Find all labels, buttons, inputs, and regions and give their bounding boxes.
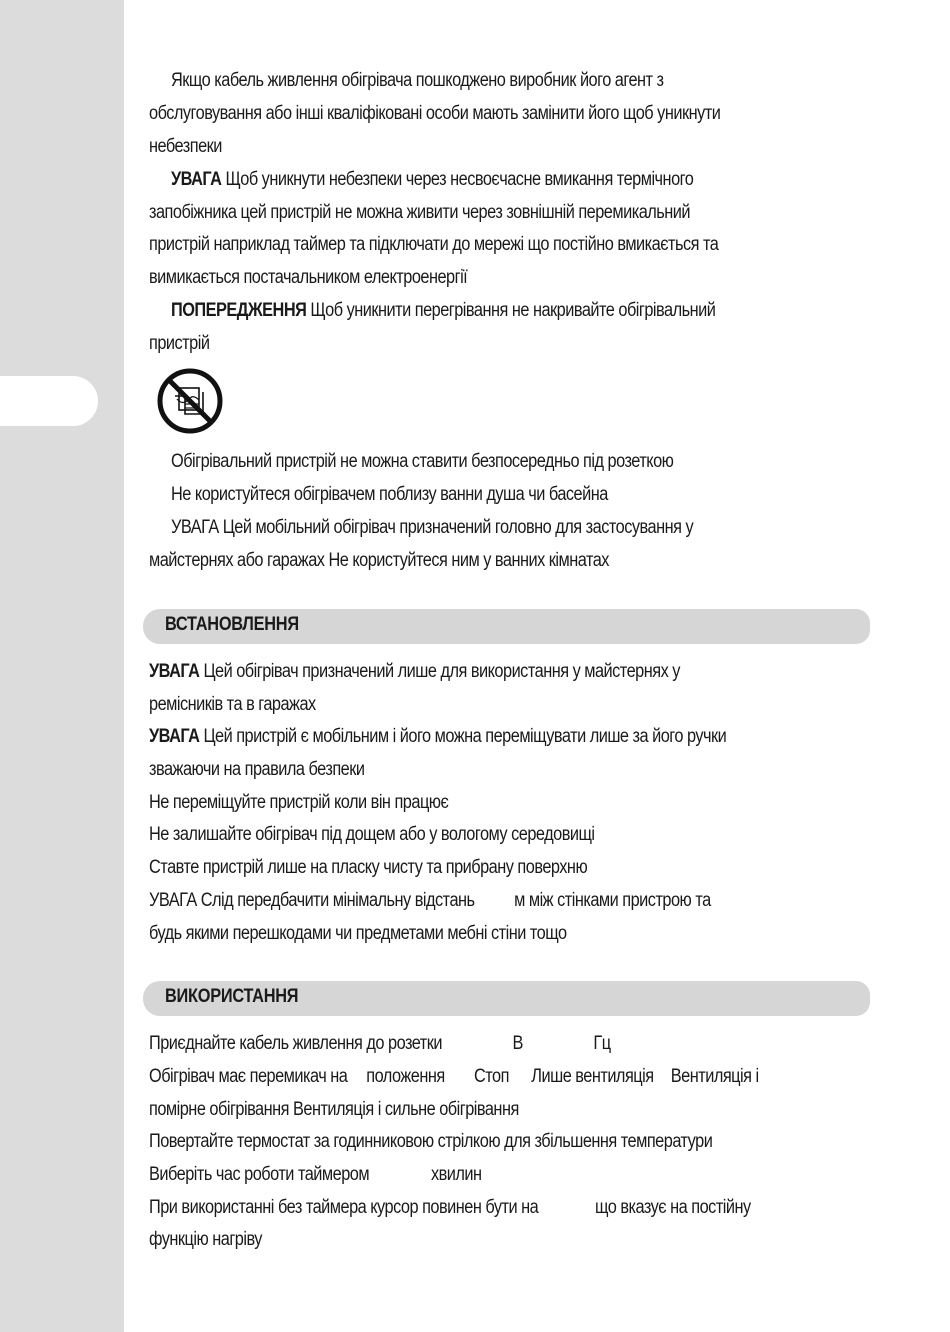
section-title: ВСТАНОВЛЕННЯ [165, 614, 299, 635]
text-line: пристрій [149, 333, 210, 354]
text-line: Ставте пристрій лише на пласку чисту та прибрану поверхню [149, 857, 588, 878]
warning-line [149, 655, 680, 688]
text-span: При використанні без таймера курсор повинен бути на [149, 1197, 539, 1218]
text-span: Щоб уникнути небезпеки через несвоєчасне вмикання термічного [221, 169, 694, 190]
text-line: Не користуйтеся обігрівачем поблизу ванни душа чи басейна [171, 484, 608, 505]
do-not-cover-icon [155, 366, 225, 436]
section-header-install [143, 609, 870, 644]
text-span: Щоб уникнити перегрівання не накривайте обігрівальний [306, 300, 716, 321]
warning-label: УВАГА [149, 661, 200, 682]
text-span: Стоп [473, 1066, 509, 1087]
text-line: небезпеки [149, 136, 222, 157]
text-span: що вказує на постійну [594, 1197, 751, 1218]
text-span: м між стінками пристрою та [514, 890, 711, 911]
text-line: вимикається постачальником електроенергії [149, 267, 468, 288]
side-thumb-tab [0, 376, 98, 426]
text-span: хвилин [430, 1164, 482, 1185]
text-line: ремісників та в гаражах [149, 694, 316, 715]
text-span: положення [366, 1066, 445, 1087]
text-span: Виберіть час роботи таймером [149, 1164, 370, 1185]
side-margin-strip [0, 0, 124, 1332]
text-span: В [512, 1033, 523, 1054]
text-span: Лише вентиляція [531, 1066, 654, 1087]
text-line: запобіжника цей пристрій не можна живити через зовнішній перемикальний [149, 202, 691, 223]
text-line: будь якими перешкодами чи предметами мебні стіни тощо [149, 923, 567, 944]
text-span: УВАГА Слід передбачити мінімальну відстань [149, 890, 475, 911]
text-line: функцію нагріву [149, 1229, 262, 1250]
text-line: УВАГА Цей мобільний обігрівач призначений головно для застосування у [171, 517, 694, 538]
text-line [149, 1027, 611, 1060]
text-line [149, 884, 711, 917]
text-line: обслуговування або інші кваліфіковані особи мають замінити його щоб уникнути [149, 103, 721, 124]
section-header-usage [143, 981, 870, 1016]
text-line: Обігрівальний пристрій не можна ставити безпосередньо під розеткою [171, 451, 674, 472]
section-title: ВИКОРИСТАННЯ [165, 986, 299, 1007]
text-line: Не переміщуйте пристрій коли він працює [149, 792, 449, 813]
warning-label: УВАГА [149, 726, 200, 747]
text-line: помірне обігрівання Вентиляція і сильне обігрівання [149, 1099, 519, 1120]
text-line: Не залишайте обігрівач під дощем або у вологому середовищі [149, 824, 595, 845]
text-span: Гц [593, 1033, 611, 1054]
text-line: Якщо кабель живлення обігрівача пошкоджено виробник його агент з [171, 70, 664, 91]
text-span: Цей пристрій є мобільним і його можна переміщувати лише за його ручки [199, 726, 727, 747]
text-line: майстернях або гаражах Не користуйтеся ним у ванних кімнатах [149, 550, 609, 571]
text-span: Цей обігрівач призначений лише для використання у майстернях у [199, 661, 680, 682]
text-line [149, 1060, 759, 1093]
text-span: Приєднайте кабель живлення до розетки [149, 1033, 443, 1054]
warning-line [149, 720, 726, 753]
warning-line [171, 163, 693, 196]
text-line [149, 1158, 482, 1191]
text-line: пристрій наприклад таймер та підключати до мережі що постійно вмикається та [149, 234, 719, 255]
warning-label: УВАГА [171, 169, 222, 190]
text-line [149, 1191, 751, 1224]
text-span: Обігрівач має перемикач на [149, 1066, 348, 1087]
caution-line [171, 294, 715, 327]
text-span: Вентиляція і [670, 1066, 759, 1087]
caution-label: ПОПЕРЕДЖЕННЯ [171, 300, 307, 321]
text-line: Повертайте термостат за годинниковою стрілкою для збільшення температури [149, 1131, 713, 1152]
text-line: зважаючи на правила безпеки [149, 759, 365, 780]
